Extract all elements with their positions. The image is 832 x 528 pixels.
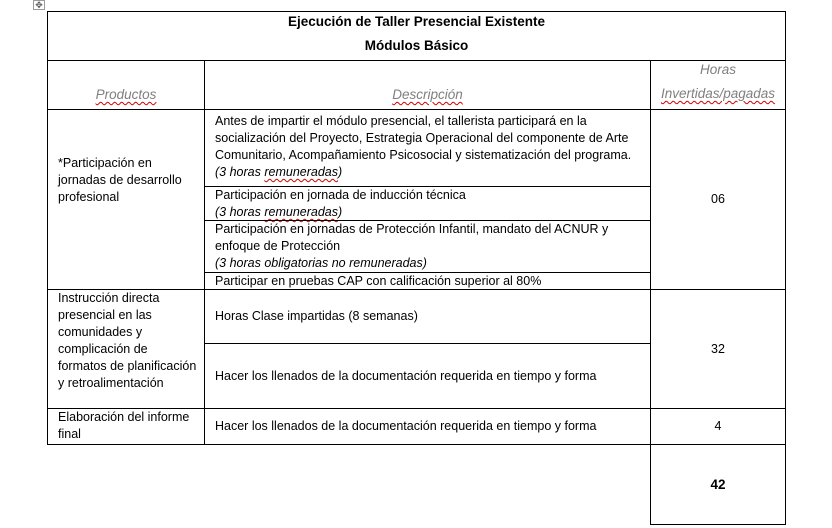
table-title-cell (47, 11, 786, 61)
table-row-product: *Participación en jornadas de desarrollo profesional (47, 109, 205, 290)
table-row-product: Elaboración del informe final (47, 408, 205, 445)
table-row-hours: 4 (650, 408, 786, 445)
header-horas: Horas Invertidas/pagadas (650, 60, 786, 110)
table-row-description: Participar en pruebas CAP con calificación superior al 80% (204, 272, 651, 290)
header-descripcion: Descripción (204, 60, 651, 110)
header-productos: Productos (47, 60, 205, 110)
table-row-description: Antes de impartir el módulo presencial, el tallerista participará en la socialización del Proyecto, Estrategia Operacional del componente de Arte Comunitario, Acompañamiento Psicosocial y sistematización del programa. (3 horas remuneradas) (204, 109, 651, 187)
table-row-description: Horas Clase impartidas (8 semanas) (204, 289, 651, 344)
table-move-handle-icon[interactable]: ✥ (33, 0, 45, 10)
table-subtitle: Módulos Básico (364, 38, 469, 53)
table-row-description: Hacer los llenados de la documentación requerida en tiempo y forma (204, 343, 651, 409)
table-title: Ejecución de Taller Presencial Existente (287, 14, 546, 29)
total-hours-cell (650, 444, 786, 525)
table-row-product: Instrucción directa presencial en las comunidades y complicación de formatos de planificación y retroalimentación (47, 289, 205, 409)
table-row-description: Participación en jornada de inducción técnica (3 horas remuneradas) (204, 186, 651, 221)
total-hours: 42 (710, 477, 726, 492)
table-row-hours: 32 (650, 289, 786, 409)
table-row-hours: 06 (650, 109, 786, 290)
table-row-description: Hacer los llenados de la documentación requerida en tiempo y forma (204, 408, 651, 445)
table-row-description: Participación en jornadas de Protección Infantil, mandato del ACNUR y enfoque de Protección (3 horas obligatorias no remuneradas) (204, 220, 651, 273)
